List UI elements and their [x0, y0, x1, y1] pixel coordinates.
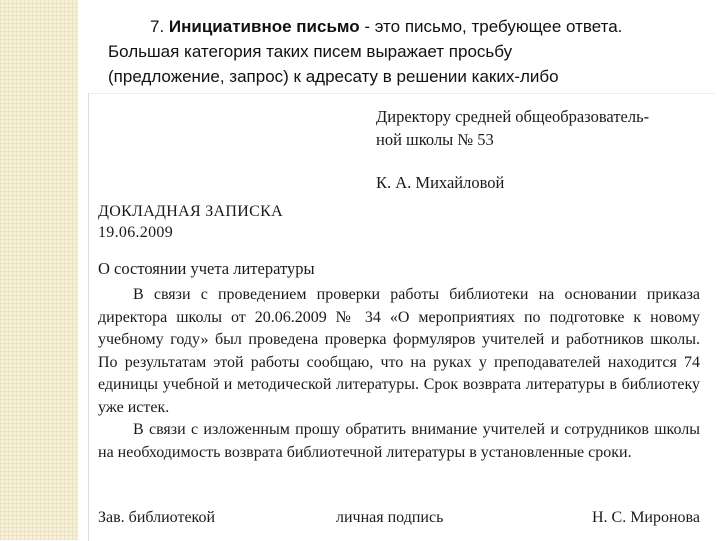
slide-line-1-rest: - это письмо, требующее ответа. [359, 17, 623, 36]
slide-line-3: (предложение, запрос) к адресату в решении каких-либо [108, 67, 559, 86]
slide-line-2: Большая категория таких писем выражает просьбу [108, 42, 513, 61]
signature-row [98, 509, 700, 533]
slide-text [108, 14, 708, 89]
addressee-block [376, 105, 706, 194]
slide-number: 7. [150, 17, 165, 36]
doc-paragraph-1: В связи с проведением проверки работы библиотеки на основании приказа директора школы от 20.06.2009 № 34 «О мероприятиях по подготовке к новому учебному году» был проведена проверка формуляров учителей и работников школы. По результатам этой работы сообщаю, что на руках у преподавателей находится 74 единицы учебной и методической литературы. Срок возврата литературы в библиотеку уже истек. [98, 286, 700, 416]
addressee-name: К. А. Михайловой [376, 173, 505, 192]
doc-paragraph-2: В связи с изложенным прошу обратить внимание учителей и сотрудников школы на необходимость возврата библиотечной литературы в установленные сроки. [98, 421, 700, 461]
signature-name: Н. С. Миронова [591, 509, 700, 526]
addressee-line-2: ной школы № 53 [376, 130, 494, 149]
doc-body [98, 284, 700, 464]
doc-title-block [98, 201, 283, 243]
signature-placeholder: личная подпись [336, 509, 444, 526]
document-image [88, 93, 715, 541]
addressee-line-1: Директору средней общеобразователь- [376, 107, 650, 126]
slide-term: Инициативное письмо [168, 17, 360, 36]
doc-subject: О состоянии учета литературы [98, 259, 315, 278]
doc-type: ДОКЛАДНАЯ ЗАПИСКА [98, 203, 283, 220]
signature-position: Зав. библиотекой [98, 509, 216, 526]
slide-line-1 [108, 14, 708, 39]
decorative-side-strip [0, 0, 78, 540]
doc-date: 19.06.2009 [98, 224, 173, 241]
